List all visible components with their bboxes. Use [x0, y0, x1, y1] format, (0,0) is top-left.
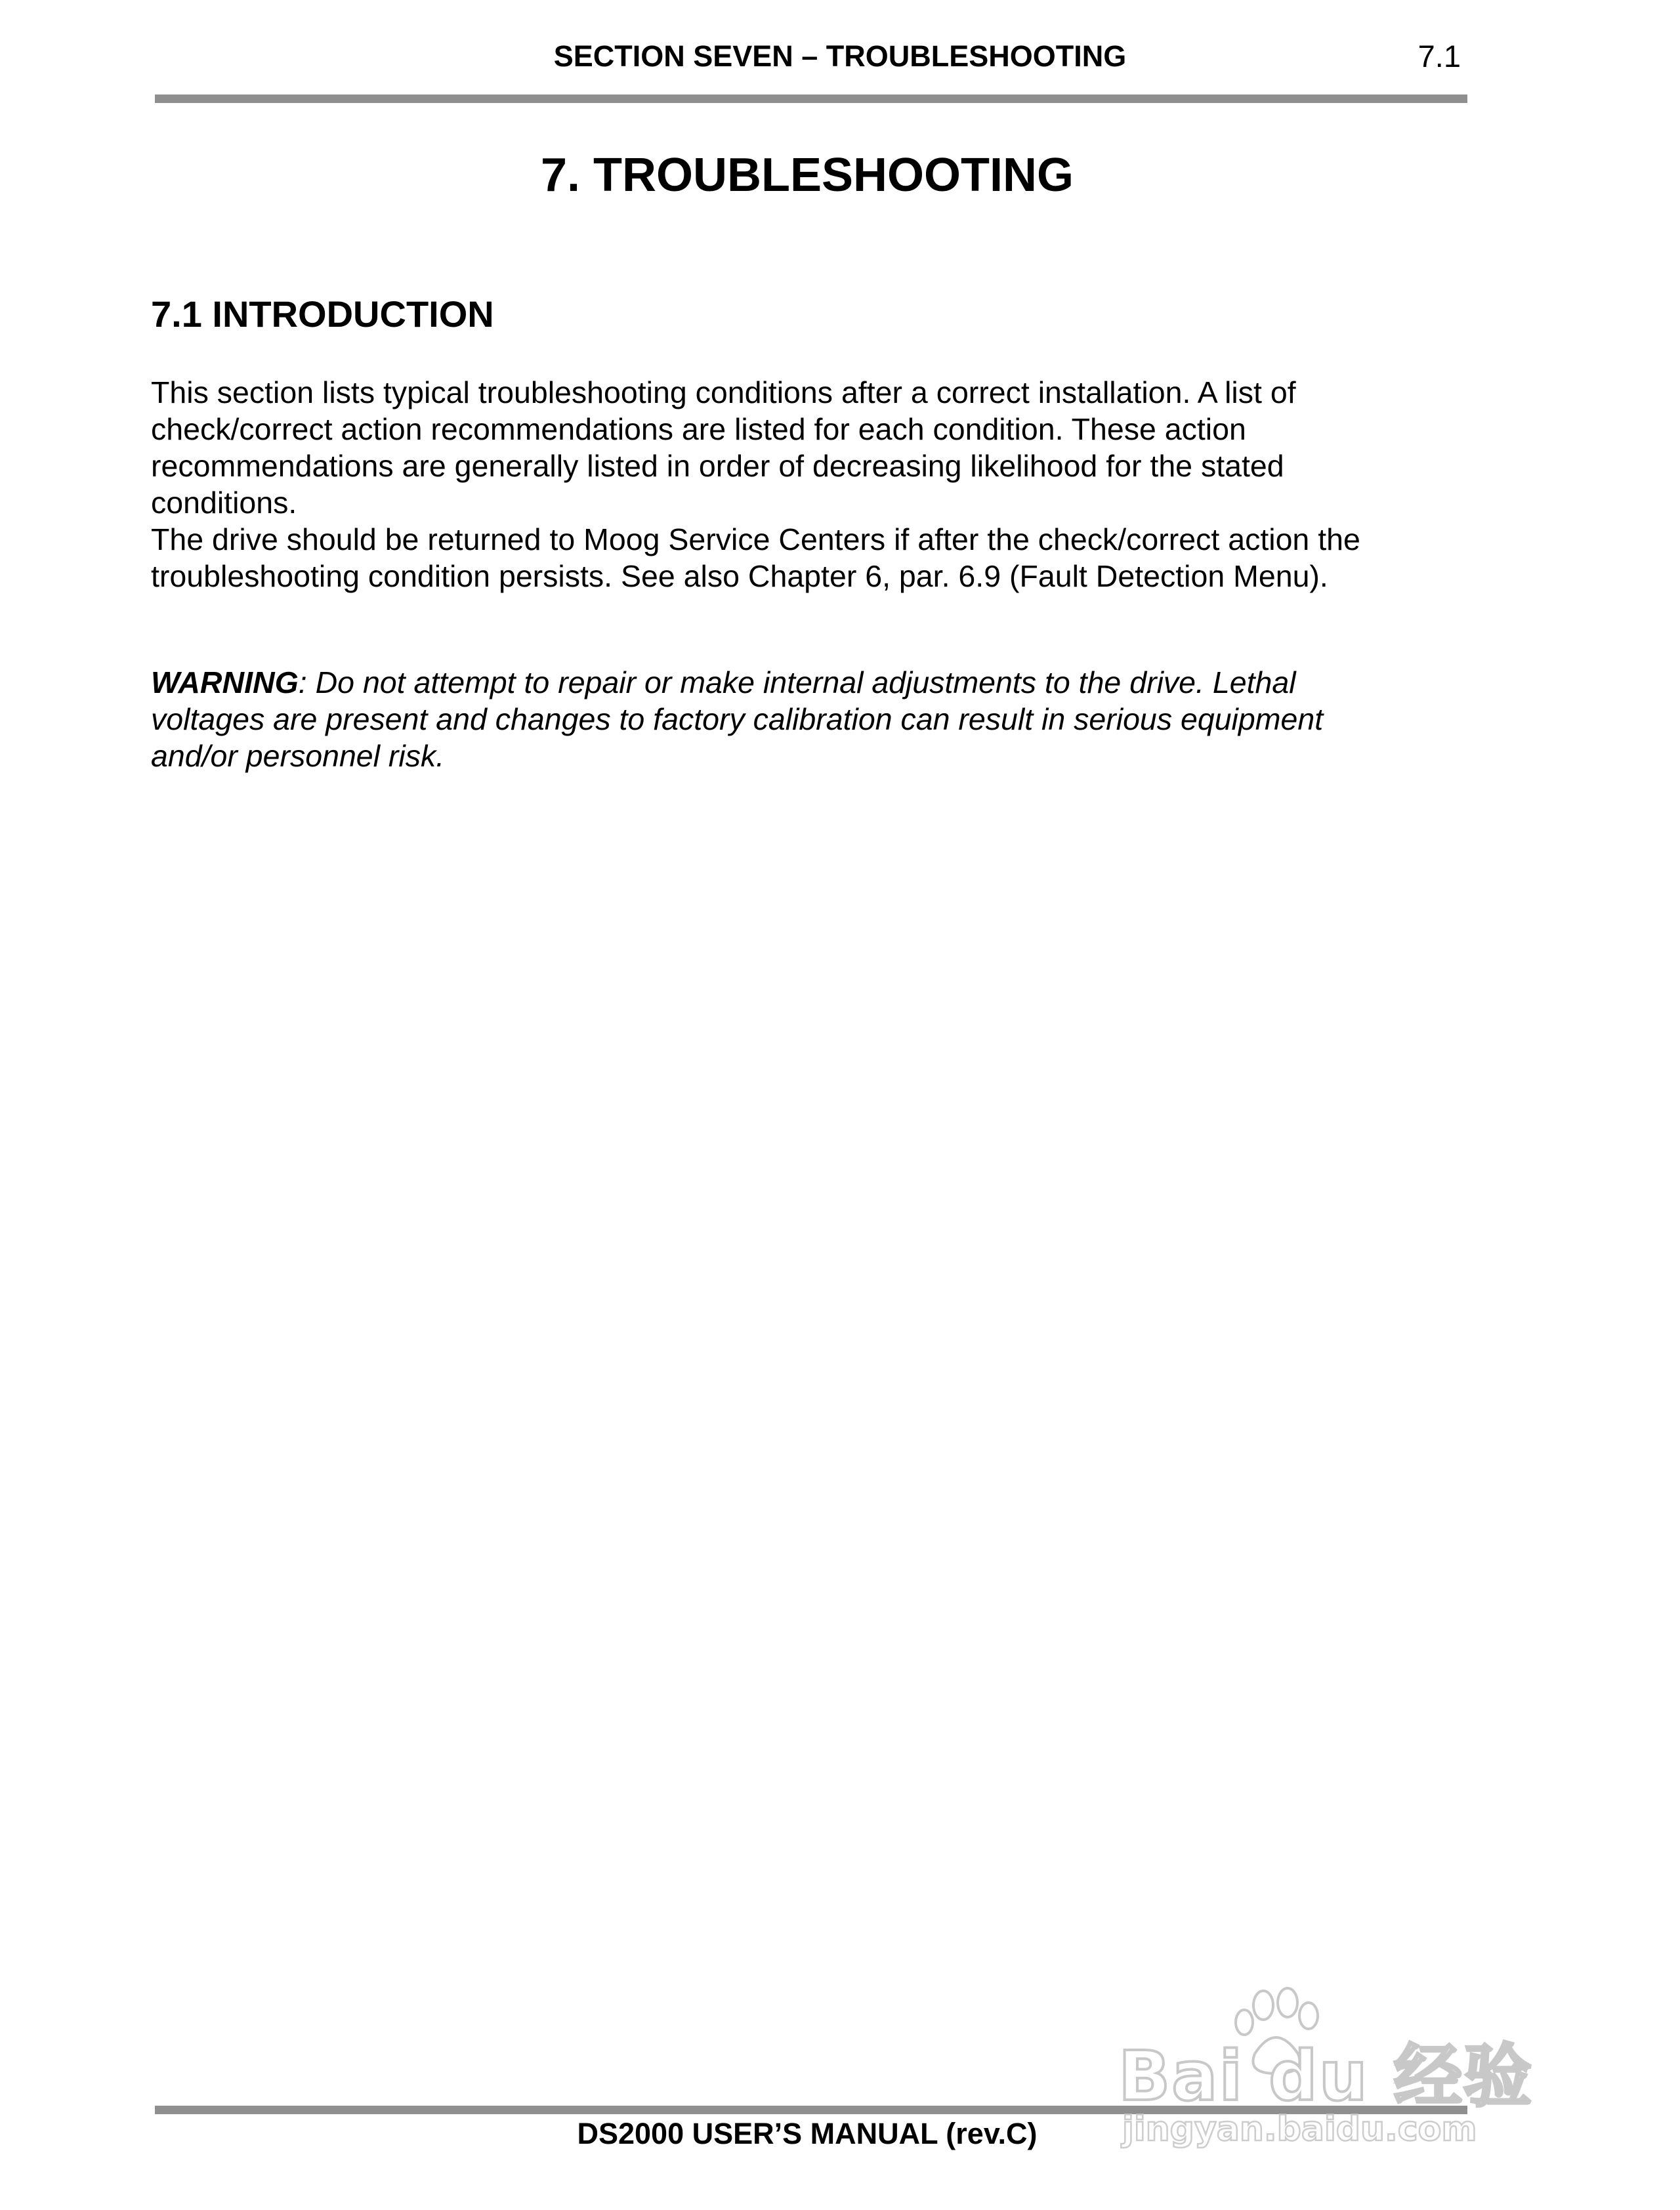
footer-manual-title: DS2000 USER’S MANUAL (rev.C) — [577, 2117, 1038, 2150]
chapter-title: 7. TROUBLESHOOTING — [540, 149, 1074, 201]
warning-line: voltages are present and changes to factory calibration can result in serious equipment — [151, 702, 1324, 736]
baidu-jingyan-watermark — [1109, 1975, 1533, 2152]
intro-line: This section lists typical troubleshooting conditions after a correct installation. A list of — [151, 375, 1296, 409]
return-line: troubleshooting condition persists. See also Chapter 6, par. 6.9 (Fault Detection Menu). — [151, 559, 1328, 593]
warning-label: WARNING — [151, 665, 299, 699]
warning-block — [151, 664, 1483, 774]
warning-text: : Do not attempt to repair or make internal adjustments to the drive. Lethal — [298, 665, 1296, 699]
header-divider — [155, 94, 1467, 103]
section-heading: 7.1 INTRODUCTION — [151, 293, 494, 335]
warning-line — [151, 664, 1483, 701]
intro-line: recommendations are generally listed in order of decreasing likelihood for the stated — [151, 449, 1284, 483]
header-section-title: SECTION SEVEN – TROUBLESHOOTING — [553, 39, 1127, 73]
return-line: The drive should be returned to Moog Service Centers if after the check/correct action the — [151, 522, 1360, 556]
watermark-url: jingyan.baidu.com — [1122, 2110, 1477, 2149]
intro-line: conditions. — [151, 486, 297, 520]
page-number: 7.1 — [1418, 39, 1461, 73]
return-paragraph — [151, 521, 1483, 594]
watermark-logo: Bai du 经验 — [1118, 2036, 1533, 2116]
warning-line: and/or personnel risk. — [151, 739, 445, 773]
intro-line: check/correct action recommendations are listed for each condition. These action — [151, 412, 1246, 446]
intro-paragraph — [151, 374, 1483, 521]
